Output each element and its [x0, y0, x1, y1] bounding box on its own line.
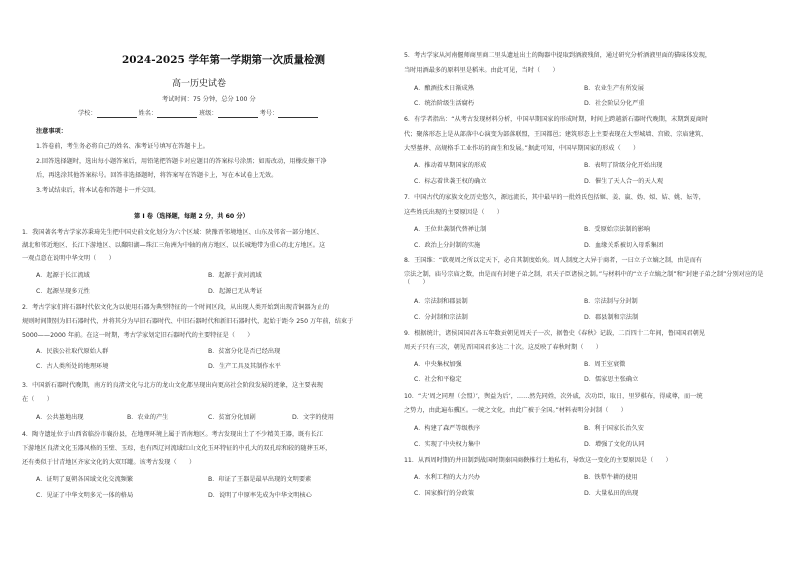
- exam-subtitle: 高一历史试卷: [172, 79, 227, 89]
- question-6-line-2: 代；聚落形态上是从部落中心演变为部落联盟，王国都邑；建筑形态上主要表现在大型城墙、宫殿、宗庙建筑、: [404, 131, 708, 138]
- question-1-option-d[interactable]: D．起源已无从考证: [208, 288, 263, 295]
- question-5-option-d[interactable]: D．社会阶层分化严重: [584, 100, 645, 107]
- question-4-option-c[interactable]: C．见证了中华文明多元一体的格局: [36, 492, 134, 499]
- question-10-line-2: 之势力，由此遍布骥区。一统之文化，由此广被于全国。”材料表明分封制（ ）: [404, 407, 627, 414]
- question-1-line-3: 一观点意在说明中华文明（ ）: [22, 255, 115, 262]
- question-4-option-b[interactable]: B．印证了王器是最早出现的文明要素: [208, 476, 312, 483]
- question-8-option-c[interactable]: C．分封制和宗法制: [414, 314, 468, 321]
- question-10-line-1: 10．“夫‘周之同理（会盟）’，舆益为后’，……然先同姓，次外戚，次功臣，取日，里罗棋布，得咸尊，而一统: [404, 393, 703, 400]
- question-11-option-b[interactable]: B．铁犁牛耕的使用: [584, 474, 638, 481]
- question-2-option-a[interactable]: A．民族公社取代原始人群: [36, 348, 109, 355]
- question-10-option-a[interactable]: A．构建了森严等级秩序: [414, 425, 481, 432]
- question-5-line-1: 5．考古学家从河南偃师商里商二里头遗址出土的陶器中提取到酒液残留，通过研究分析酒液里面的猫味体发现，: [404, 52, 712, 59]
- question-9-option-a[interactable]: A．中央集权加强: [414, 361, 462, 368]
- class-field[interactable]: [218, 111, 258, 118]
- question-2-option-d[interactable]: D．生产工具及其制作水平: [208, 363, 281, 370]
- question-6-option-b[interactable]: B．表明了阶级分化开始出现: [584, 162, 663, 169]
- number-field[interactable]: [278, 111, 318, 118]
- question-1-line-1: 1．我国著名考古学家苏秉琦先生把中国史前文化划分为六个区域：陕豫晋邻境地区、山东及邻省一部分地区、: [22, 229, 323, 236]
- question-5-line-2: 当时用酒最多的原料里是稻米。由此可见，当时（ ）: [404, 67, 559, 74]
- question-2-option-b[interactable]: B．贫富分化是否已经出现: [208, 348, 281, 355]
- question-2-line-1: 2．考古学家们将石器时代依文化为以使用石器为典型特征的一个时间区段，从出现人类开始到出现青铜器为止的: [22, 304, 330, 311]
- note-2b: 后，再选涂其他答案标号。回答非选择题时，将答案写在答题卡上，写在本试卷上无效。: [36, 172, 278, 179]
- exam-title: 2024-2025 学年第一学期第一次质量检测: [122, 54, 325, 66]
- section-heading: 第 I 卷（选择题，每题 2 分，共 60 分）: [134, 213, 249, 220]
- question-3-line-2: 在（ ）: [22, 396, 53, 403]
- question-1-option-b[interactable]: B．起源于黄河流域: [208, 272, 262, 279]
- question-3-option-c[interactable]: C．贫富分化加剧: [208, 414, 256, 421]
- question-4-line-1: 4．陶寺遗址位于山西省临汾市襄汾县，在地理环境上属于晋南地区。考古发现出土了不少精美王器，既有长江: [22, 431, 323, 438]
- question-6-line-3: 大型墓葬、高规格手工业作坊的商生和发展。”据此可知，中国早期国家的形成（ ）: [404, 145, 640, 152]
- question-1-option-a[interactable]: A．起源于长江流域: [36, 272, 90, 279]
- question-3-option-d[interactable]: D．文字的使用: [292, 414, 334, 421]
- question-7-option-d[interactable]: D．血缘关系被切入母系集团: [584, 242, 664, 249]
- left-column: [22, 0, 382, 562]
- question-6-option-a[interactable]: A．推动着早期国家的形成: [414, 162, 487, 169]
- question-9-option-c[interactable]: C．社会和平稳定: [414, 376, 462, 383]
- question-2-line-2: 规则时间期别为旧石器时代，并将其分为早旧石器时代、中旧石器时代和新旧石器时代，起始于距今 250 万年前，结束于: [22, 318, 354, 325]
- question-10-option-b[interactable]: B．利于国家长治久安: [584, 425, 644, 432]
- student-info-line: [78, 110, 318, 118]
- question-4-line-3: 还有类似于甘青地区齐家文化的大双耳罐。该考古发现（ ）: [22, 459, 196, 466]
- question-11-option-d[interactable]: D．大量私田的出现: [584, 490, 639, 497]
- question-5-option-b[interactable]: B．农业生产有所发展: [584, 85, 644, 92]
- name-label: 姓名：: [138, 110, 158, 117]
- question-8-option-a[interactable]: A．宗法制和郡县制: [414, 298, 468, 305]
- school-label: 学校：: [78, 110, 97, 117]
- question-7-option-a[interactable]: A．王位世袭制代替禅让制: [414, 226, 487, 233]
- question-4-option-a[interactable]: A．证明了夏朝各国域文化交流频繁: [36, 476, 134, 483]
- question-7-option-b[interactable]: B．受原始宗法制的影响: [584, 226, 651, 233]
- note-2a: 2.回答选择题时，选出每小题答案后，用铅笔把答题卡对应题目的答案标号涂黑；如需改动，用橡皮擦干净: [36, 158, 327, 165]
- question-1-line-2: 湖北和邻近地区、长江下游地区、以鄱阳湖—珠江三角洲为中轴的南方地区、以长城地带为重心的北方地区。这: [22, 242, 326, 249]
- note-3: 3.考试结束后，将本试卷和答题卡一并交回。: [36, 187, 160, 194]
- exam-info: 考试时间：75 分钟，总分 100 分: [162, 96, 256, 103]
- question-5-option-a[interactable]: A．酿酒技术日渐成熟: [414, 85, 474, 92]
- question-8-line-1: 8．王国维：“欲观周之所以定天下，必自其制度始矣。周人制度之大异于商者，一曰立子立嫡之制，由是而有: [404, 257, 702, 264]
- question-4-option-d[interactable]: D．说明了中原率先成为中华文明核心: [208, 492, 312, 499]
- question-9-line-1: 9．根据统计，诸侯国国君各五年数贡朝见周天子一次，据鲁史《春秋》记载，二百四十二年间，鲁国国君朝见: [404, 330, 705, 337]
- question-11-option-c[interactable]: C．国家推行的分政策: [414, 490, 475, 497]
- question-10-option-d[interactable]: D．增强了文化的认同: [584, 441, 645, 448]
- question-7-line-2: 这些姓氏出现的主要原因是（ ）: [404, 209, 503, 216]
- question-2-option-c[interactable]: C．古人类所处的地理环境: [36, 363, 109, 370]
- question-3-option-a[interactable]: A．公共墓地出现: [36, 414, 84, 421]
- question-1-option-c[interactable]: C．起源呈现多元性: [36, 288, 90, 295]
- question-7-line-1: 7．中国古代的家族文化历史悠久，源远流长，其中最早的一批姓氏包括姬、姜、嬴、妫、姒、姞、姚、妘等，: [404, 194, 705, 201]
- name-field[interactable]: [157, 111, 197, 118]
- number-label: 考号：: [259, 110, 279, 117]
- question-9-option-d[interactable]: D．儒家思主张确立: [584, 376, 639, 383]
- notes-heading: 注意事项：: [36, 128, 67, 135]
- question-5-option-c[interactable]: C．统治阶级生活腐朽: [414, 100, 475, 107]
- question-3-option-b[interactable]: B．农业的产生: [127, 414, 169, 421]
- question-6-option-d[interactable]: D．催生了天人合一的天人观: [584, 178, 664, 185]
- question-9-line-2: 周天子只有三次，朝见晋国国君多达二十次。这反映了春秋时期（ ）: [404, 344, 602, 351]
- note-1: 1.答卷前，考生务必将自己的姓名、准考证号填写在答题卡上。: [36, 143, 209, 150]
- question-11-option-a[interactable]: A．水利工程的大力兴办: [414, 474, 481, 481]
- question-10-option-c[interactable]: C．实现了中央权力集中: [414, 441, 481, 448]
- question-3-line-1: 3．中国新石器时代晚期，南方的良渚文化与北方的龙山文化都呈现出向更高社会阶段发展的迹象，这主要表现: [22, 382, 323, 389]
- question-8-line-2: 宗法之制，庙号宗庙之数，由是而有封建子弟之制，君天子臣诸侯之制。”与材料中的“立子立嫡之制”和“封建子弟之制”分别对应的是（ ）: [404, 271, 764, 286]
- question-8-option-b[interactable]: B．宗法制与分封制: [584, 298, 638, 305]
- question-8-option-d[interactable]: D．郡县制和宗法制: [584, 314, 639, 321]
- question-9-option-b[interactable]: B．周王室衰微: [584, 361, 626, 368]
- question-2-line-3: 5000——2000 年前。在这一时期，考古学家划定旧石器时代的主要特征是（ ）: [22, 332, 254, 339]
- right-column: [404, 0, 764, 562]
- question-11-line-1: 11．从西周时期的井田制到战国时期秦国商鞅推行土地私有，导致这一变化的主要原因是（ ）: [404, 457, 672, 464]
- question-6-option-c[interactable]: C．标志着世袭王权的确立: [414, 178, 487, 185]
- question-4-line-2: 下游地区良渚文化玉器风格的玉壁、玉琮，也有西辽河流域红山文化玉环特征的中孔大的双孔琮和较的随葬玉环，: [22, 445, 332, 452]
- question-7-option-c[interactable]: C．政治上分封制的实施: [414, 242, 481, 249]
- question-6-line-1: 6．有学者指出：“从考古发现材料分析，中国早期国家的形成时期，时间上跨越新石器时代晚期，末期到夏商时: [404, 116, 709, 123]
- school-field[interactable]: [97, 111, 137, 118]
- class-label: 班级：: [199, 110, 218, 117]
